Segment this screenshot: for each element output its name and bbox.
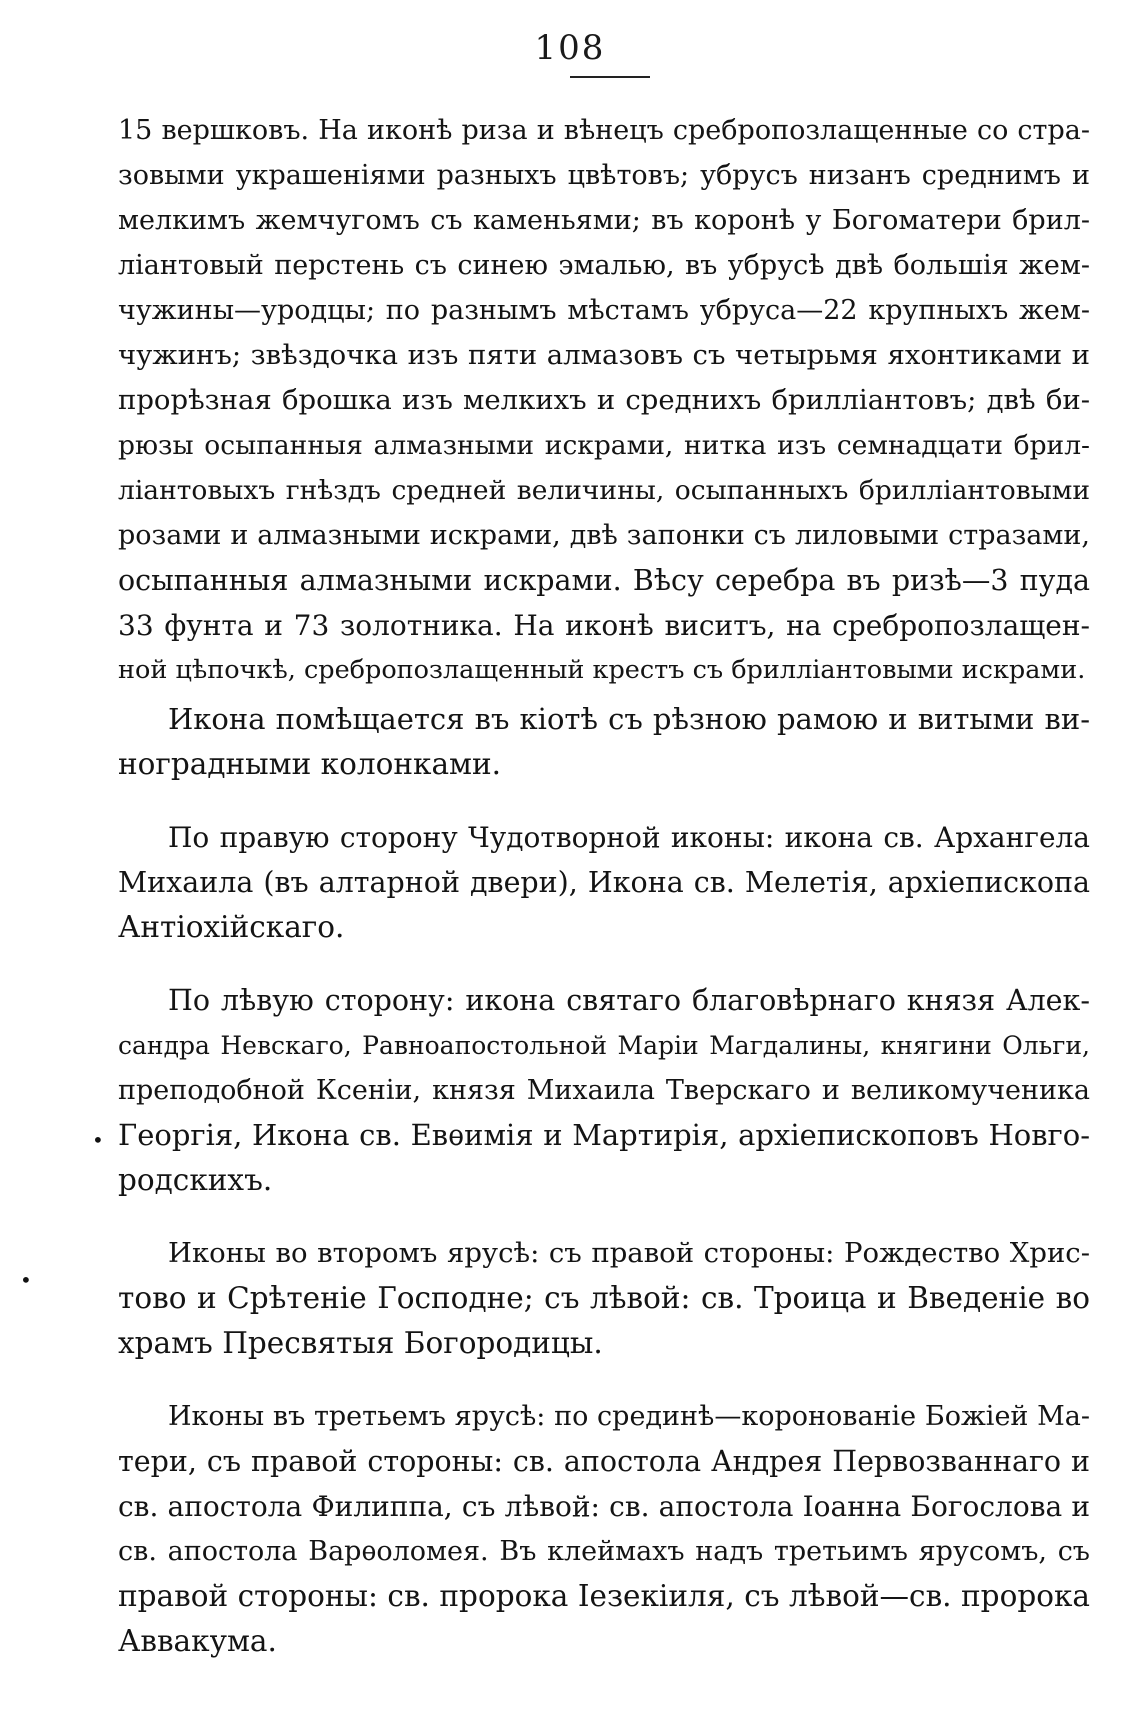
text-line: храмъ Пресвятыя Богородицы. <box>118 1326 603 1360</box>
text-line: тово и Срѣтеніе Господне; съ лѣвой: св. Троица и Введеніе во <box>118 1281 1090 1315</box>
text-line: сандра Невскаго, Равноапостольной Маріи Магдалины, княгини Ольги, <box>118 1031 1090 1060</box>
text-line: ноградными колонками. <box>118 747 502 781</box>
text-line: прорѣзная брошка изъ мелкихъ и среднихъ брилліантовъ; двѣ би- <box>118 384 1090 416</box>
text-line: Антіохійскаго. <box>118 910 345 944</box>
text-line: ной цѣпочкѣ, сребропозлащенный крестъ съ брилліантовыми искрами. <box>118 655 1086 685</box>
scan-speck-mark: • <box>92 1128 104 1152</box>
text-line: св. апостола Варѳоломея. Въ клеймахъ надъ третьимъ ярусомъ, съ <box>118 1536 1090 1567</box>
text-line: Георгія, Икона св. Евѳимія и Мартирія, архіепископовъ Новго- <box>118 1118 1090 1152</box>
text-line: св. апостола Филиппа, съ лѣвой: св. апостола Іоанна Богослова и <box>118 1490 1090 1523</box>
paragraph-second-tier <box>118 1231 1090 1366</box>
text-line: чужины—уродцы; по разнымъ мѣстамъ убруса—22 крупныхъ жем- <box>118 295 1090 326</box>
text-line: 15 вершковъ. На иконѣ риза и вѣнецъ сребропозлащенные со стра- <box>118 115 1090 146</box>
paragraph-left-side-icons <box>118 978 1090 1203</box>
text-line: Иконы въ третьемъ ярусѣ: по срединѣ—коронованіе Божіей Ма- <box>168 1401 1090 1432</box>
text-line: 33 фунта и 73 золотника. На иконѣ виситъ, на сребропозлащен- <box>118 609 1090 642</box>
text-line: тери, съ правой стороны: св. апостола Андрея Первозваннаго и <box>118 1445 1090 1478</box>
text-line: чужинъ; звѣздочка изъ пяти алмазовъ съ четырьмя яхонтиками и <box>118 339 1090 371</box>
text-line: зовыми украшеніями разныхъ цвѣтовъ; убрусъ низанъ среднимъ и <box>118 160 1090 191</box>
text-line: Аввакума. <box>118 1624 277 1658</box>
text-line: родскихъ. <box>118 1163 273 1197</box>
text-line: осыпанныя алмазными искрами. Вѣсу серебра въ ризѣ—3 пуда <box>118 564 1090 597</box>
text-line: преподобной Ксеніи, князя Михаила Тверскаго и великомученика <box>118 1075 1090 1106</box>
text-line: ліантовый перстень съ синею эмалью, въ убрусѣ двѣ большія жем- <box>118 250 1090 281</box>
page-number: 108 <box>534 28 606 68</box>
text-line: рюзы осыпанныя алмазными искрами, нитка изъ семнадцати брил- <box>118 430 1090 461</box>
paragraph-third-tier <box>118 1394 1090 1664</box>
text-line: ліантовыхъ гнѣздъ средней величины, осыпанныхъ брилліантовыми <box>118 475 1090 506</box>
text-line: По правую сторону Чудотворной иконы: икона св. Архангела <box>168 821 1090 854</box>
text-line: Икона помѣщается въ кіотѣ съ рѣзною рамою и витыми ви- <box>168 702 1090 736</box>
text-line: По лѣвую сторону: икона святаго благовѣрнаго князя Алек- <box>168 984 1090 1017</box>
body-text <box>118 108 1090 1664</box>
text-line: Иконы во второмъ ярусѣ: съ правой стороны: Рождество Хрис- <box>168 1237 1090 1269</box>
text-line: Михаила (въ алтарной двери), Икона св. Мелетія, архіепископа <box>118 866 1090 899</box>
page-number-underline <box>570 76 650 78</box>
text-line: правой стороны: св. пророка Іезекіиля, съ лѣвой—св. пророка <box>118 1579 1090 1613</box>
paragraph-right-side-icons <box>118 815 1090 950</box>
paragraph-kiot <box>118 697 1090 787</box>
paragraph-riza-description <box>118 108 1090 693</box>
text-line: мелкимъ жемчугомъ съ каменьями; въ коронѣ у Богоматери брил- <box>118 205 1090 236</box>
text-line: розами и алмазными искрами, двѣ запонки съ лиловыми стразами, <box>118 520 1090 551</box>
scan-speck-mark: • <box>20 1268 32 1292</box>
